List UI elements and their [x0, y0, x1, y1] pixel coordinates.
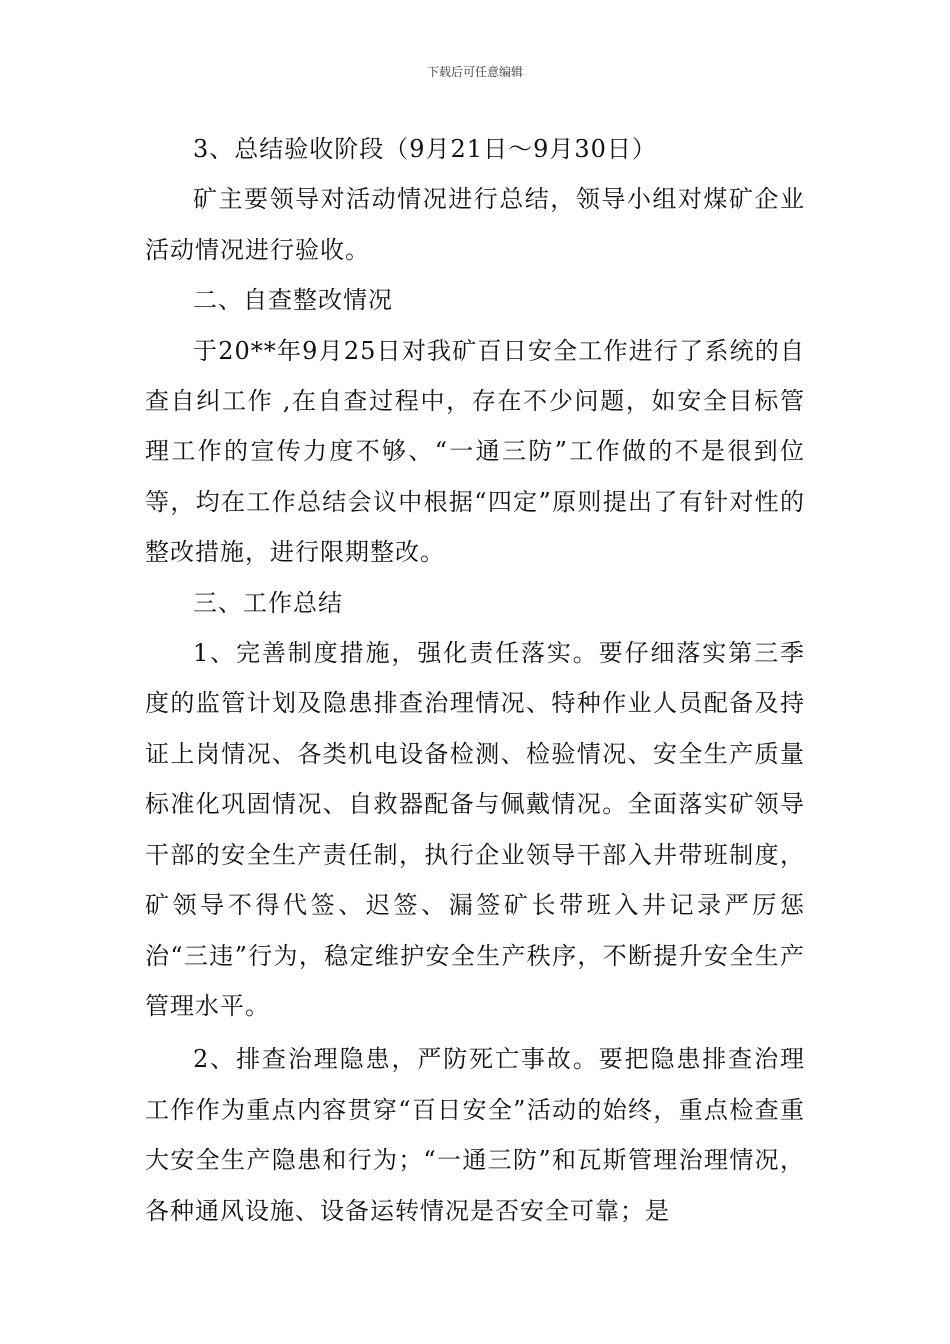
paragraph-summary-2: 2、排查治理隐患，严防死亡事故。要把隐患排查治理工作作为重点内容贯穿“百日安全”活动的始终，重点检查重大安全生产隐患和行为；“一通三防”和瓦斯管理治理情况，各种通风设施、设备运转情况是否安全可靠；是: [145, 1045, 805, 1225]
document-body: [145, 124, 805, 1236]
heading-self-inspection: 二、自查整改情况: [193, 286, 393, 315]
page-header: 下载后可任意编辑: [426, 65, 523, 79]
paragraph-stage-3-detail: 矿主要领导对活动情况进行总结，领导小组对煤矿企业活动情况进行验收。: [145, 185, 805, 264]
paragraph-stage-3: 3、总结验收阶段（9月21日～9月30日）: [193, 135, 657, 163]
heading-work-summary: 三、工作总结: [193, 588, 343, 617]
paragraph-self-inspection: 于20**年9月25日对我矿百日安全工作进行了系统的自查自纠工作 ,在自查过程中，存在不少问题，如安全目标管理工作的宣传力度不够、“一通三防”工作做的不是很到位等，均在工作总结会议中根据“四定”原则提出了有针对性的整改措施，进行限期整改。: [145, 336, 805, 567]
paragraph-summary-1: 1、完善制度措施，强化责任落实。要仔细落实第三季度的监管计划及隐患排查治理情况、特种作业人员配备及持证上岗情况、各类机电设备检测、检验情况、安全生产质量标准化巩固情况、自救器配备与佩戴情况。全面落实矿领导干部的安全生产责任制，执行企业领导干部入井带班制度，矿领导不得代签、迟签、漏签矿长带班入井记录严厉惩治“三违”行为，稳定维护安全生产秩序，不断提升安全生产管理水平。: [145, 639, 805, 1020]
